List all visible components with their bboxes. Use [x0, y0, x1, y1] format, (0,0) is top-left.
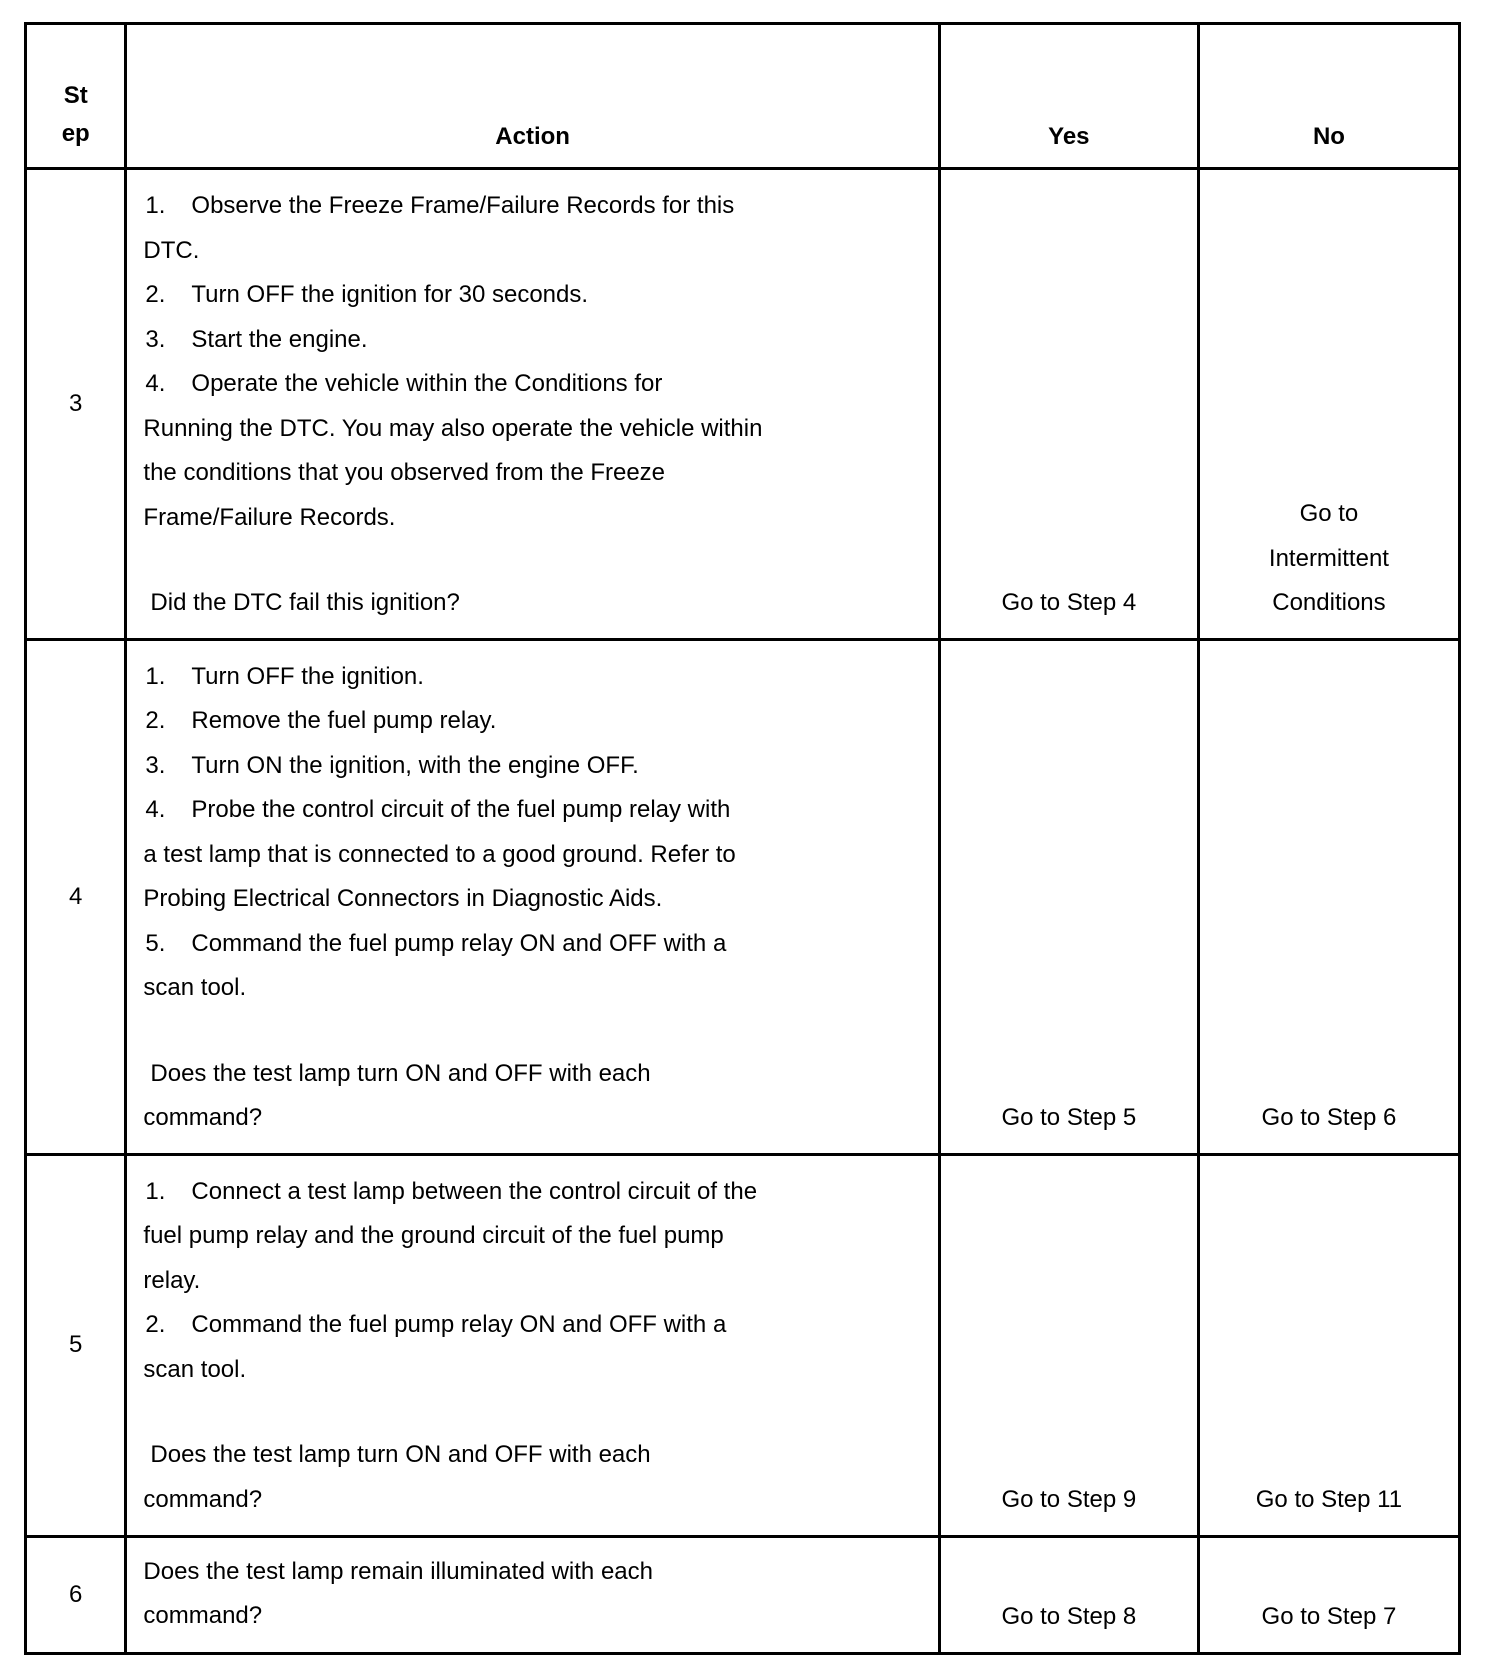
action-cell: [126, 169, 939, 640]
action-item: 1. Turn OFF the ignition.: [145, 662, 424, 690]
header-row: [26, 24, 1460, 169]
action-item: 2. Turn OFF the ignition for 30 seconds.: [145, 281, 589, 308]
action-item-cont: a test lamp that is connected to a good ground. Refer to Probing Electrical Connectors in Diagnostic Aids.: [143, 840, 736, 912]
header-action: Action: [126, 24, 939, 169]
action-item: 4. Operate the vehicle within the Conditions for: [145, 370, 663, 397]
step-number: 6: [26, 1536, 126, 1653]
action-cell: [126, 1154, 939, 1536]
step-number: 3: [26, 169, 126, 640]
action-item: 1. Observe the Freeze Frame/Failure Records for this: [145, 192, 735, 219]
table-row: [26, 1154, 1460, 1536]
action-item-cont: DTC.: [143, 236, 200, 264]
step-number: 4: [26, 639, 126, 1154]
action-text: Does the test lamp remain illuminated with each command?: [143, 1557, 653, 1629]
action-question: Does the test lamp turn ON and OFF with each: [150, 1059, 651, 1087]
table-row: [26, 639, 1460, 1154]
action-item: 2. Command the fuel pump relay ON and OFF with a: [145, 1311, 727, 1338]
header-no: No: [1198, 24, 1459, 169]
header-step: St ep: [26, 24, 126, 169]
table-row: [26, 1536, 1460, 1653]
action-item-cont: scan tool.: [143, 974, 247, 1001]
action-question-cont: command?: [143, 1485, 263, 1513]
action-question-cont: command?: [143, 1104, 263, 1131]
action-item-cont: fuel pump relay and the ground circuit of the fuel pump relay.: [143, 1222, 724, 1294]
diagnostic-table: [24, 22, 1461, 1655]
no-result: Go to Step 11: [1198, 1154, 1459, 1536]
action-question: Did the DTC fail this ignition?: [150, 589, 460, 616]
action-cell: [126, 639, 939, 1154]
yes-result: Go to Step 8: [939, 1536, 1198, 1653]
no-result: Go to Intermittent Conditions: [1198, 169, 1459, 640]
action-item: 3. Start the engine.: [145, 325, 368, 353]
header-yes: Yes: [939, 24, 1198, 169]
yes-result: Go to Step 4: [939, 169, 1198, 640]
yes-result: Go to Step 9: [939, 1154, 1198, 1536]
yes-result: Go to Step 5: [939, 639, 1198, 1154]
action-item-cont: scan tool.: [143, 1355, 247, 1383]
table-row: [26, 169, 1460, 640]
action-cell: [126, 1536, 939, 1653]
action-item-cont: Running the DTC. You may also operate the vehicle within the conditions that you observed from the Freeze Frame/Failure Records.: [143, 414, 763, 531]
action-question: Does the test lamp turn ON and OFF with each: [150, 1441, 651, 1468]
action-item: 1. Connect a test lamp between the control circuit of the: [145, 1177, 758, 1205]
action-item: 5. Command the fuel pump relay ON and OFF with a: [145, 929, 727, 957]
action-item: 3. Turn ON the ignition, with the engine OFF.: [145, 751, 639, 779]
no-result: Go to Step 6: [1198, 639, 1459, 1154]
no-result: Go to Step 7: [1198, 1536, 1459, 1653]
action-item: 4. Probe the control circuit of the fuel pump relay with: [145, 796, 731, 823]
step-number: 5: [26, 1154, 126, 1536]
action-item: 2. Remove the fuel pump relay.: [145, 707, 497, 734]
